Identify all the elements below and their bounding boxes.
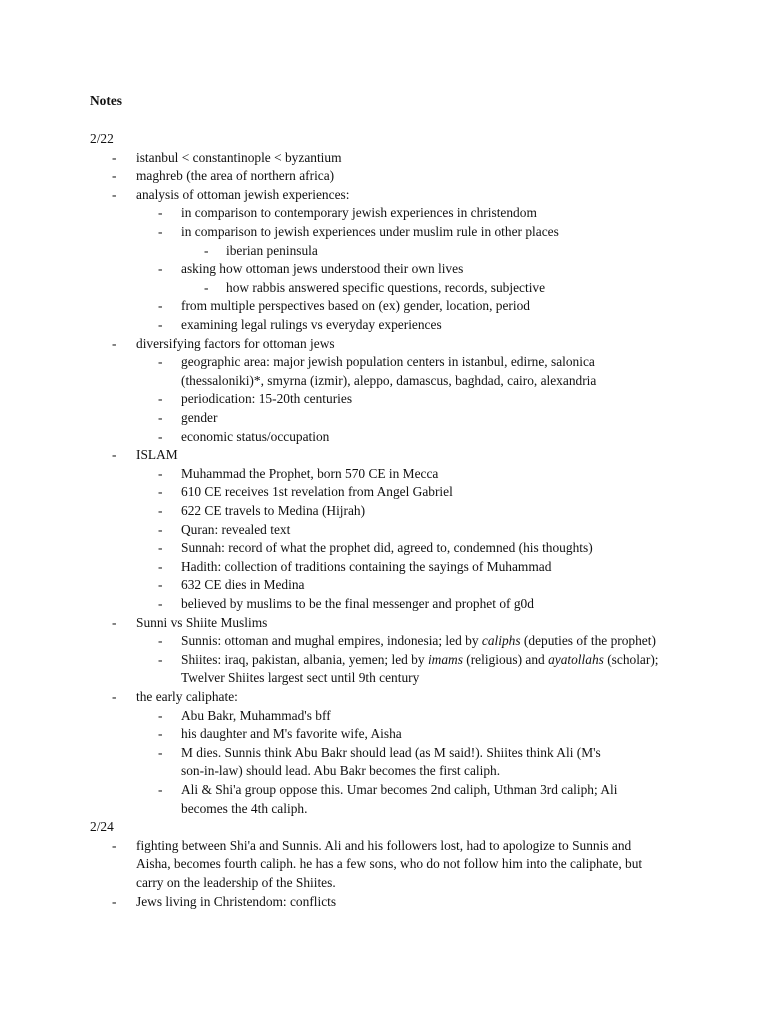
bullet-dash: - [112,149,117,165]
list-item [0,539,768,558]
list-item-text: 622 CE travels to Medina (Hijrah) [181,503,366,518]
list-item-text: Jews living in Christendom: conflicts [136,893,337,909]
list-item [0,223,768,242]
text-run: (scholar); [603,651,659,667]
bullet-dash: - [158,540,163,556]
bullet-dash: - [158,317,163,332]
list-item [0,502,768,521]
list-item [0,149,768,168]
list-item-text: from multiple perspectives based on (ex) gender, location, period [181,298,530,314]
list-item-text: (thessaloniki)*, smyrna (izmir), aleppo, damascus, baghdad, cairo, alexandria [181,372,597,388]
list-item [0,204,768,223]
list-item [0,651,768,688]
bullet-dash: - [112,186,117,202]
bullet-dash: - [158,782,163,797]
bullet-dash: - [204,242,209,258]
list-item-text: believed by muslims to be the final messenger and prophet of g0d [181,596,534,611]
list-item [0,446,768,465]
list-item [0,428,768,447]
list-item-text: examining legal rulings vs everyday experiences [181,317,442,332]
list-item-text: ISLAM [136,447,178,463]
bullet-dash: - [158,726,163,742]
list-item-text: his daughter and M's favorite wife, Aisha [181,726,402,742]
list-item-text [181,651,696,670]
list-item-text: maghreb (the area of northern africa) [136,168,335,184]
bullet-dash: - [158,633,163,649]
list-item [0,576,768,595]
bullet-dash: - [112,893,117,909]
bullet-dash: - [112,614,117,630]
list-item-text: economic status/occupation [181,428,330,444]
list-item [0,707,768,726]
bullet-dash: - [204,279,209,295]
list-item-text: asking how ottoman jews understood their own lives [181,261,464,277]
list-item [0,837,768,893]
list-item-text: Aisha, becomes fourth caliph. he has a few sons, who do not follow him into the caliphate, but [136,856,643,872]
bullet-dash: - [158,707,163,723]
bullet-dash: - [158,428,163,444]
list-item-text: diversifying factors for ottoman jews [136,335,335,351]
list-item [0,316,768,335]
bullet-dash: - [112,447,117,463]
bullet-dash: - [158,391,163,407]
text-run: Shiites: iraq, pakistan, albania, yemen; led by [181,651,428,667]
list-item-text: Ali & Shi'a group oppose this. Umar becomes 2nd caliph, Uthman 3rd caliph; Ali [181,782,618,797]
list-item [0,409,768,428]
italic-term: caliphs [481,633,521,649]
list-item-text: Hadith: collection of traditions containing the sayings of Muhammad [181,558,552,574]
text-run: Sunnis: ottoman and mughal empires, indonesia; led by [181,633,482,649]
list-item [0,186,768,205]
bullet-dash: - [158,484,163,500]
list-item-text: geographic area: major jewish population centers in istanbul, edirne, salonica [181,354,595,370]
list-item-text: son-in-law) should lead. Abu Bakr becomes the first caliph. [181,763,501,779]
list-item [0,465,768,484]
bullet-dash: - [158,577,163,593]
list-item [0,242,768,261]
list-item [0,167,768,186]
bullet-dash: - [158,261,163,277]
list-item-text: gender [181,410,218,425]
bullet-dash: - [158,205,163,221]
list-item-text: M dies. Sunnis think Abu Bakr should lead (as M said!). Shiites think Ali (M's [181,744,601,760]
bullet-dash: - [158,651,163,667]
list-item [0,558,768,577]
list-item [0,521,768,540]
bullet-dash: - [158,224,163,239]
list-item-text: periodication: 15-20th centuries [181,391,353,407]
list-item-text: becomes the 4th caliph. [181,800,308,816]
list-item-text: iberian peninsula [226,242,318,258]
bullet-dash: - [112,837,117,853]
bullet-dash: - [158,521,163,537]
list-item [0,353,768,390]
bullet-dash: - [158,465,163,481]
bullet-dash: - [158,596,163,611]
section-date: 2/24 [90,819,114,835]
list-item [0,725,768,744]
list-item-text: how rabbis answered specific questions, records, subjective [226,279,546,295]
list-item [0,744,768,781]
list-item [0,483,768,502]
text-run: (deputies of the prophet) [520,633,656,649]
list-item [0,260,768,279]
bullet-dash: - [112,335,117,351]
list-item [0,390,768,409]
list-item [0,279,768,298]
bullet-dash: - [158,410,163,425]
list-item [0,335,768,354]
list-item-text: Sunni vs Shiite Muslims [136,614,268,630]
bullet-dash: - [158,354,163,370]
bullet-dash: - [112,689,117,704]
text-run: (religious) and [462,651,549,667]
list-item-text: Quran: revealed text [181,521,291,537]
list-item-text: in comparison to jewish experiences under muslim rule in other places [181,224,559,239]
list-item-text: istanbul < constantinople < byzantium [136,149,342,165]
section-date: 2/22 [90,131,114,146]
italic-term: imams [427,651,463,667]
list-item-text: carry on the leadership of the Shiites. [136,874,336,890]
list-item [0,688,768,707]
list-item-text: Muhammad the Prophet, born 570 CE in Mecca [181,465,439,481]
list-item-text: in comparison to contemporary jewish experiences in christendom [181,205,537,221]
list-item-text: fighting between Shi'a and Sunnis. Ali and his followers lost, had to apologize to Sunnis and [136,837,632,853]
list-item-text [181,632,696,651]
list-item [0,781,768,818]
bullet-dash: - [158,744,163,760]
list-item-text: 610 CE receives 1st revelation from Angel Gabriel [181,484,453,500]
bullet-dash: - [158,558,163,574]
list-item [0,893,768,912]
bullet-dash: - [158,503,163,518]
list-item-text: Twelver Shiites largest sect until 9th century [181,670,420,686]
list-item [0,614,768,633]
list-item-text: 632 CE dies in Medina [181,577,305,593]
list-item [0,632,768,651]
bullet-dash: - [112,168,117,184]
italic-term: ayatollahs [548,651,604,667]
bullet-dash: - [158,298,163,314]
list-item-text: Abu Bakr, Muhammad's bff [181,707,331,723]
list-item-text: the early caliphate: [136,689,238,704]
list-item [0,297,768,316]
list-item [0,595,768,614]
list-item-text: analysis of ottoman jewish experiences: [136,186,350,202]
document-title: Notes [90,93,122,108]
list-item-text: Sunnah: record of what the prophet did, agreed to, condemned (his thoughts) [181,540,593,556]
